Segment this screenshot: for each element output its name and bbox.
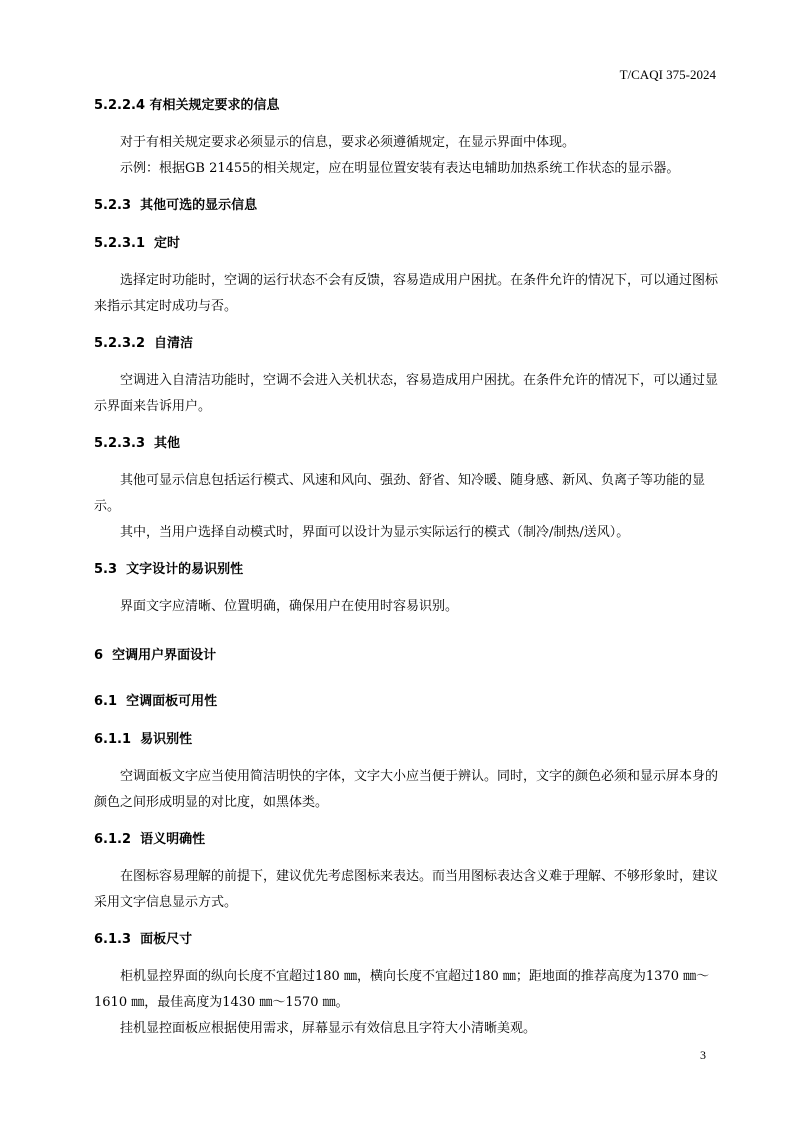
heading-6: 6 空调用户界面设计 xyxy=(94,648,217,663)
example-paragraph: 示例：根据GB 21455的相关规定，应在明显位置安装有表达电辅助加热系统工作状态的显示器。 xyxy=(120,161,680,176)
paragraph: 其中，当用户选择自动模式时，界面可以设计为显示实际运行的模式（制冷/制热/送风）。 xyxy=(120,525,630,540)
heading-6-1-2: 6.1.2 语义明确性 xyxy=(94,832,206,847)
heading-6-1: 6.1 空调面板可用性 xyxy=(94,694,218,709)
heading-6-1-1: 6.1.1 易识别性 xyxy=(94,732,193,747)
heading-5-2-3-3: 5.2.3.3 其他 xyxy=(94,436,181,451)
paragraph: 在图标容易理解的前提下，建议优先考虑图标来表达。而当用图标表达含义难于理解、不够形象时，建议采用文字信息显示方式。 xyxy=(94,869,719,910)
paragraph: 柜机显控界面的纵向长度不宜超过180 ㎜，横向长度不宜超过180 ㎜；距地面的推荐高度为1370 ㎜～1610 ㎜，最佳高度为1430 ㎜～1570 ㎜。 xyxy=(94,969,710,1010)
paragraph: 选择定时功能时，空调的运行状态不会有反馈，容易造成用户困扰。在条件允许的情况下，可以通过图标来指示其定时成功与否。 xyxy=(94,273,719,314)
paragraph: 对于有相关规定要求必须显示的信息，要求必须遵循规定，在显示界面中体现。 xyxy=(120,135,576,150)
paragraph: 界面文字应清晰、位置明确，确保用户在使用时容易识别。 xyxy=(120,599,459,614)
paragraph: 其他可显示信息包括运行模式、风速和风向、强劲、舒省、知冷暖、随身感、新风、负离子等功能的显示。 xyxy=(94,473,706,514)
page-content xyxy=(94,96,718,1042)
heading-5-2-3-2: 5.2.3.2 自清洁 xyxy=(94,336,194,351)
heading-5-2-2-4: 5.2.2.4 有相关规定要求的信息 xyxy=(94,98,280,113)
page-number: 3 xyxy=(700,1048,706,1062)
heading-5-2-3-1: 5.2.3.1 定时 xyxy=(94,236,181,251)
paragraph: 空调进入自清洁功能时，空调不会进入关机状态，容易造成用户困扰。在条件允许的情况下，可以通过显示界面来告诉用户。 xyxy=(94,373,719,414)
heading-6-1-3: 6.1.3 面板尺寸 xyxy=(94,932,193,947)
document-code: T/CAQI 375-2024 xyxy=(619,67,716,82)
heading-5-2-3: 5.2.3 其他可选的显示信息 xyxy=(94,198,258,213)
heading-5-3: 5.3 文字设计的易识别性 xyxy=(94,562,244,577)
paragraph: 空调面板文字应当使用简洁明快的字体，文字大小应当便于辨认。同时，文字的颜色必须和显示屏本身的颜色之间形成明显的对比度，如黑体类。 xyxy=(94,769,719,810)
paragraph: 挂机显控面板应根据使用需求，屏幕显示有效信息且字符大小清晰美观。 xyxy=(120,1021,537,1036)
